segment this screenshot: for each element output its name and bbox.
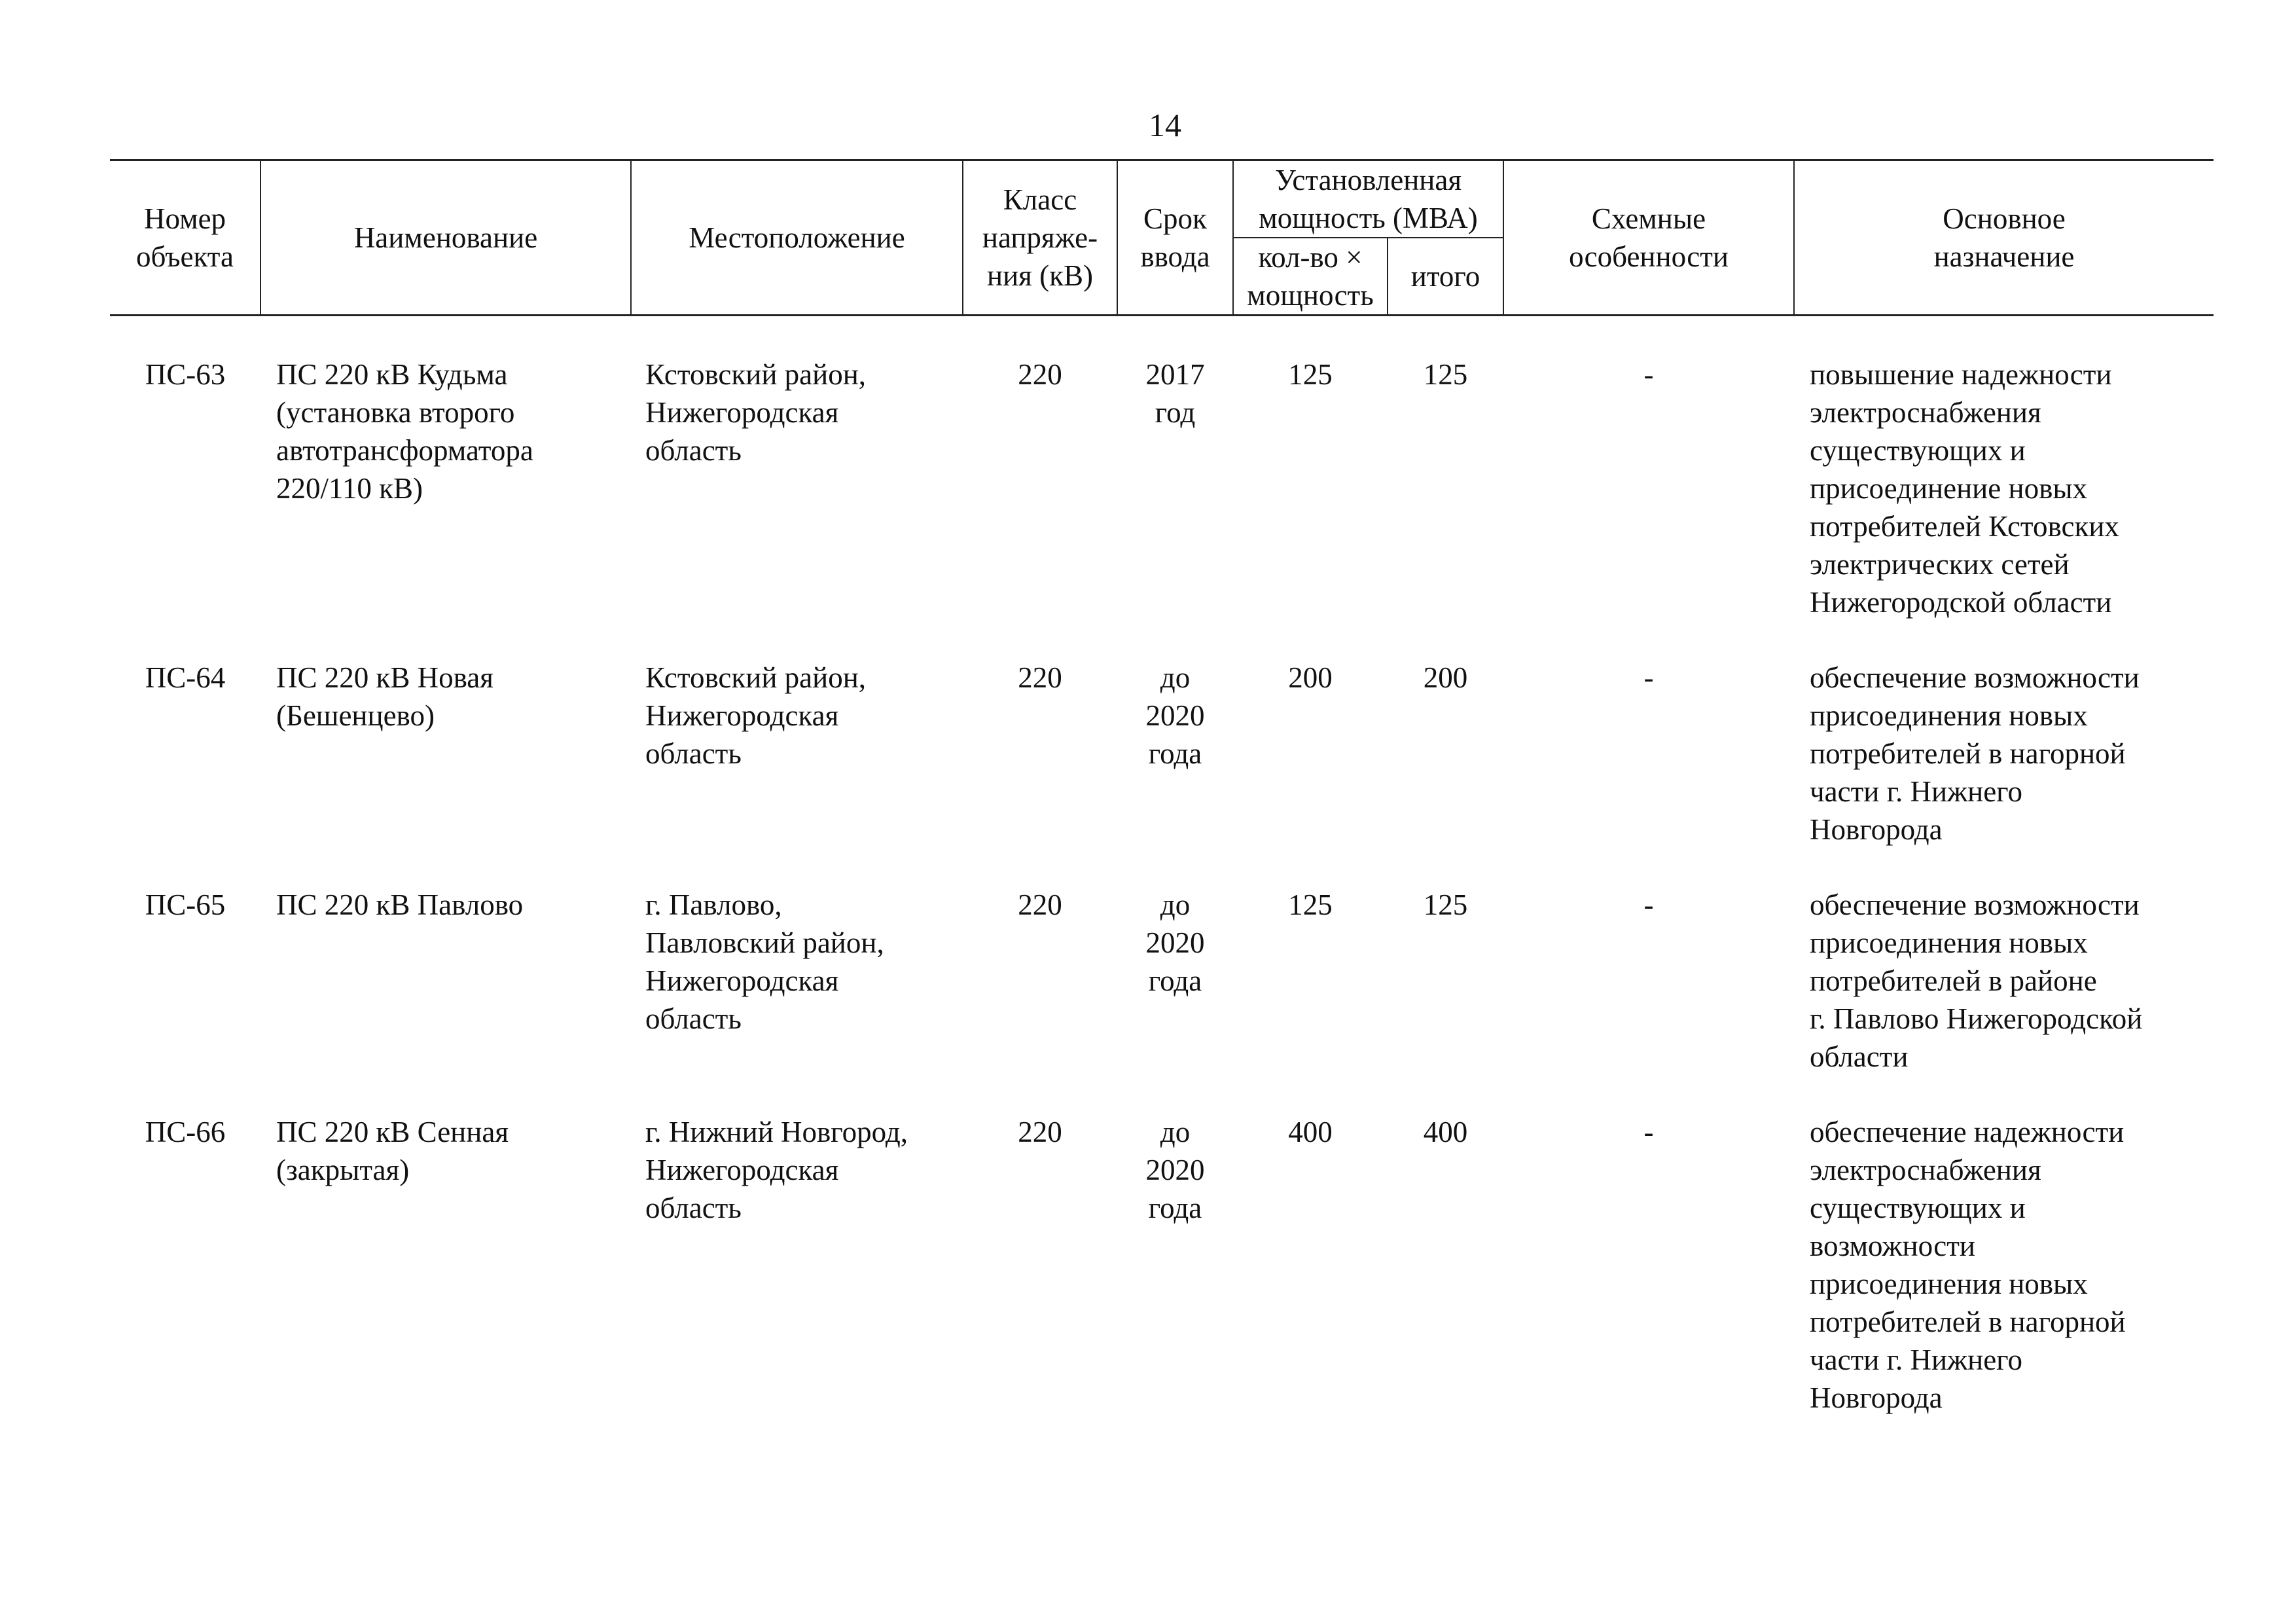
- table-header: [110, 160, 2214, 316]
- cell-capacity-count: 200: [1288, 661, 1333, 694]
- cell-location: Кстовский район, Нижегородская область: [645, 661, 867, 770]
- header-name: Наименование: [260, 160, 631, 316]
- cell-scheme: -: [1643, 1116, 1654, 1148]
- cell-location: Кстовский район, Нижегородская область: [645, 358, 867, 467]
- table-row: [110, 886, 2214, 1113]
- table-row: [110, 659, 2214, 886]
- cell-capacity-count: 125: [1288, 358, 1333, 391]
- header-location: Местоположение: [631, 160, 963, 316]
- cell-location: г. Павлово, Павловский район, Нижегородская область: [645, 888, 884, 1035]
- cell-term: до 2020 года: [1145, 661, 1205, 770]
- cell-scheme: -: [1643, 888, 1654, 921]
- header-capacity-group: Установленная мощность (МВА): [1233, 160, 1503, 238]
- cell-capacity-count: 400: [1288, 1116, 1333, 1148]
- cell-number: ПС-65: [145, 888, 226, 921]
- header-voltage: Класс напряже- ния (кВ): [963, 160, 1117, 316]
- cell-purpose: обеспечение возможности присоединения новых потребителей в нагорной части г. Нижнего Новгорода: [1810, 661, 2140, 846]
- substations-table: [110, 159, 2214, 1454]
- cell-name: ПС 220 кВ Павлово: [276, 888, 524, 921]
- table-body: [110, 316, 2214, 1455]
- cell-term: до 2020 года: [1145, 1116, 1205, 1224]
- cell-capacity-total: 200: [1423, 661, 1468, 694]
- cell-name: ПС 220 кВ Новая (Бешенцево): [276, 661, 493, 732]
- cell-number: ПС-64: [145, 661, 226, 694]
- header-number: Номер объекта: [110, 160, 260, 316]
- cell-number: ПС-66: [145, 1116, 226, 1148]
- cell-voltage: 220: [1018, 888, 1062, 921]
- cell-purpose: повышение надежности электроснабжения существующих и присоединение новых потребителей Кстовских электрических сетей Нижегородской области: [1810, 358, 2119, 619]
- cell-voltage: 220: [1018, 661, 1062, 694]
- cell-capacity-total: 400: [1423, 1116, 1468, 1148]
- header-capacity-total: итого: [1388, 238, 1503, 316]
- header-capacity-count: кол-во × мощность: [1233, 238, 1388, 316]
- cell-number: ПС-63: [145, 358, 226, 391]
- cell-scheme: -: [1643, 358, 1654, 391]
- header-scheme: Схемные особенности: [1503, 160, 1794, 316]
- cell-name: ПС 220 кВ Сенная (закрытая): [276, 1116, 509, 1186]
- cell-capacity-count: 125: [1288, 888, 1333, 921]
- cell-purpose: обеспечение возможности присоединения новых потребителей в районе г. Павлово Нижегородской области: [1810, 888, 2143, 1073]
- cell-capacity-total: 125: [1423, 358, 1468, 391]
- cell-location: г. Нижний Новгород, Нижегородская область: [645, 1116, 908, 1224]
- cell-term: до 2020 года: [1145, 888, 1205, 997]
- cell-capacity-total: 125: [1423, 888, 1468, 921]
- header-purpose: Основное назначение: [1794, 160, 2214, 316]
- table-row: [110, 356, 2214, 659]
- cell-purpose: обеспечение надежности электроснабжения существующих и возможности присоединения новых потребителей в нагорной части г. Нижнего Новгорода: [1810, 1116, 2126, 1414]
- cell-name: ПС 220 кВ Кудьма (установка второго автотрансформатора 220/110 кВ): [276, 358, 533, 505]
- cell-voltage: 220: [1018, 358, 1062, 391]
- page-number: 14: [1149, 107, 1181, 143]
- cell-scheme: -: [1643, 661, 1654, 694]
- header-term: Срок ввода: [1117, 160, 1233, 316]
- cell-voltage: 220: [1018, 1116, 1062, 1148]
- cell-term: 2017 год: [1145, 358, 1205, 429]
- table-row: [110, 1113, 2214, 1454]
